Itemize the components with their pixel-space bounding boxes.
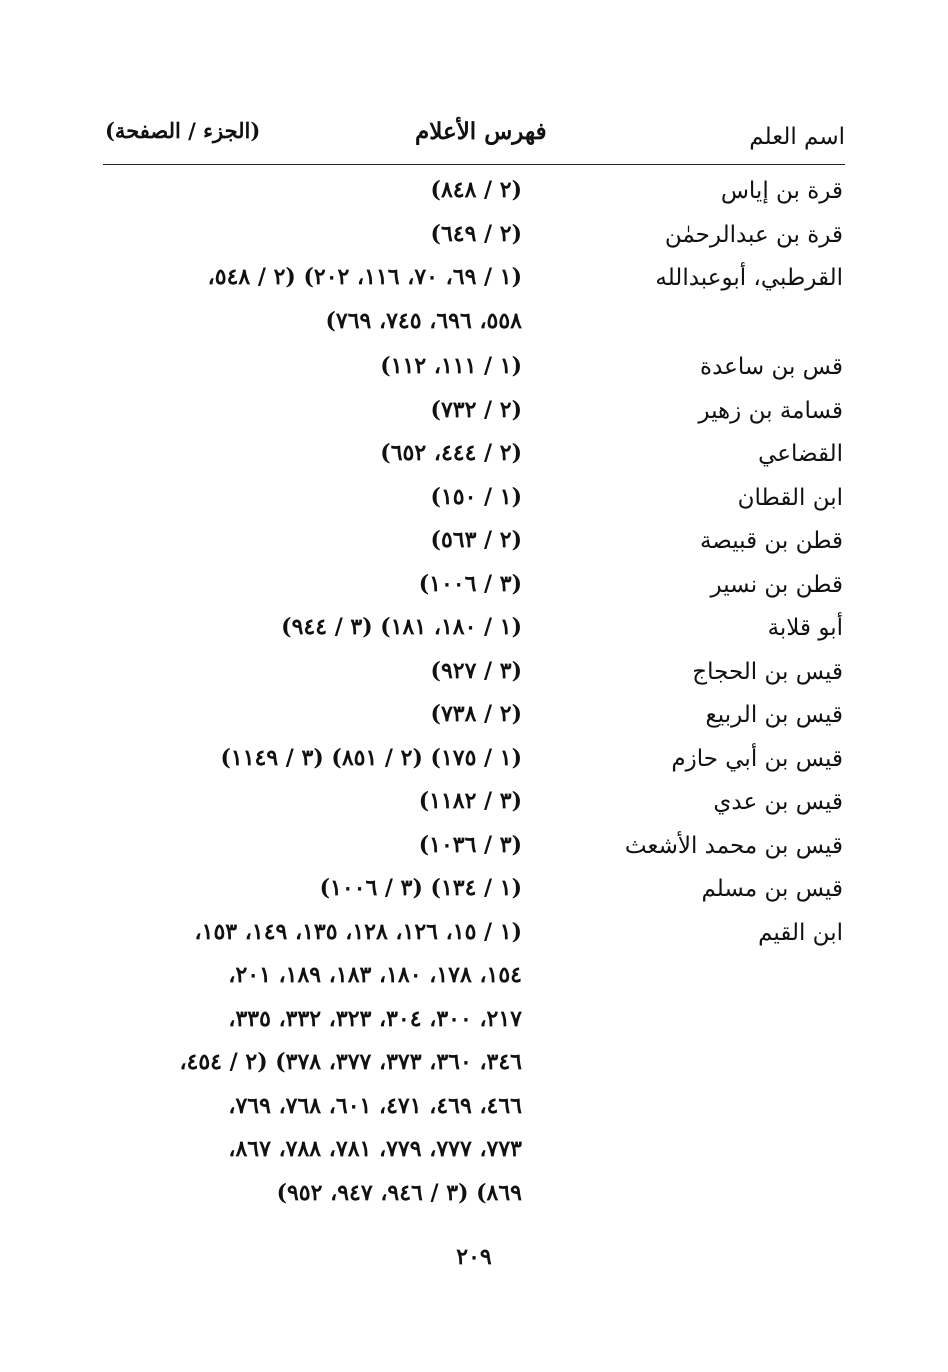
- index-entry: [0, 566, 948, 610]
- index-entry: [0, 259, 948, 303]
- entry-references: (٢ / ٥٦٣): [430, 527, 522, 554]
- entry-name: أبو قلابة: [767, 615, 843, 642]
- index-entry-continuation: [0, 957, 948, 1001]
- entry-name: قيس بن الحجاج: [692, 658, 843, 685]
- entry-references: (٢ / ٧٣٨): [430, 701, 522, 728]
- entry-name: قيس بن أبي حازم: [671, 745, 843, 772]
- entry-name: القضاعي: [758, 441, 843, 468]
- entry-name: قيس بن مسلم: [701, 876, 843, 903]
- entry-references: (١ / ١٣٤) (٣ / ١٠٠٦): [319, 875, 522, 902]
- entry-name: قيس بن الربيع: [705, 702, 843, 729]
- entry-name: قرة بن إياس: [720, 178, 843, 204]
- entry-references: (٢ / ٦٤٩): [430, 220, 522, 247]
- entry-references: (٣ / ١٠٣٦): [418, 831, 522, 858]
- entry-references: (١ / ١٥، ١٢٦، ١٢٨، ١٣٥، ١٤٩، ١٥٣،: [194, 918, 522, 945]
- index-entry-continuation: [0, 1044, 948, 1088]
- entry-name: قس بن ساعدة: [700, 354, 843, 381]
- entry-references: ٥٥٨، ٦٩٦، ٧٤٥، ٧٦٩): [325, 307, 522, 334]
- index-entry: [0, 827, 948, 871]
- index-entry: [0, 740, 948, 784]
- index-entry: [0, 348, 948, 392]
- index-entry: [0, 609, 948, 653]
- index-entry: [0, 216, 948, 260]
- entry-references: (٣ / ٩٢٧): [430, 657, 522, 684]
- index-entry: [0, 172, 948, 216]
- entry-references: ٤٦٦، ٤٦٩، ٤٧١، ٦٠١، ٧٦٨، ٧٦٩،: [228, 1092, 522, 1119]
- entry-references: ٣٤٦، ٣٦٠، ٣٧٣، ٣٧٧، ٣٧٨) (٢ / ٤٥٤،: [179, 1049, 522, 1076]
- index-entry-continuation: [0, 1131, 948, 1175]
- name-column-header: اسم العلم: [749, 124, 845, 150]
- page-number: ٢٠٩: [456, 1244, 492, 1270]
- entry-references: ١٥٤، ١٧٨، ١٨٠، ١٨٣، ١٨٩، ٢٠١،: [228, 962, 522, 989]
- entry-references: (٣ / ١٠٠٦): [418, 570, 522, 597]
- entry-references: ٨٦٩) (٣ / ٩٤٦، ٩٤٧، ٩٥٢): [276, 1179, 522, 1206]
- entry-name: قيس بن محمد الأشعث: [624, 832, 843, 859]
- entry-name: قرة بن عبدالرحمٰن: [664, 221, 843, 248]
- entry-name: قطن بن قبيصة: [699, 528, 843, 555]
- entry-name: قسامة بن زهير: [698, 397, 843, 424]
- index-entry: [0, 392, 948, 436]
- entry-name: قيس بن عدي: [713, 789, 843, 816]
- entry-references: (١ / ١١١، ١١٢): [380, 353, 522, 380]
- entry-name: قطن بن نسير: [710, 571, 843, 598]
- index-entry: [0, 696, 948, 740]
- entry-name: ابن القيم: [758, 919, 843, 946]
- entry-references: (٢ / ٧٣٢): [430, 396, 522, 423]
- pages-column-header: (الجزء / الصفحة): [105, 118, 261, 143]
- index-entry: [0, 479, 948, 523]
- header-rule: [103, 164, 845, 165]
- index-entry-continuation: [0, 1088, 948, 1132]
- entry-references: (١ / ٦٩، ٧٠، ١١٦، ٢٠٢) (٢ / ٥٤٨،: [207, 264, 522, 290]
- index-entry: [0, 435, 948, 479]
- index-entry-continuation: [0, 1175, 948, 1219]
- entry-references: (١ / ١٨٠، ١٨١) (٣ / ٩٤٤): [281, 614, 522, 641]
- index-entry-continuation: [0, 1001, 948, 1045]
- entry-references: ٧٧٣، ٧٧٧، ٧٧٩، ٧٨١، ٧٨٨، ٨٦٧،: [228, 1136, 522, 1163]
- index-entry: [0, 653, 948, 697]
- index-entry: [0, 914, 948, 958]
- page-title: فهرس الأعلام: [415, 118, 547, 145]
- entry-references: (٣ / ١١٨٢): [418, 788, 522, 815]
- index-entry: [0, 783, 948, 827]
- entry-references: (٢ / ٤٤٤، ٦٥٢): [380, 440, 522, 467]
- entry-references: (١ / ١٥٠): [430, 483, 522, 510]
- entry-references: (١ / ١٧٥) (٢ / ٨٥١) (٣ / ١١٤٩): [220, 744, 522, 771]
- entry-name: القرطبي، أبوعبدالله: [655, 265, 843, 291]
- index-entry: [0, 522, 948, 566]
- entry-references: ٢١٧، ٣٠٠، ٣٠٤، ٣٢٣، ٣٣٢، ٣٣٥،: [228, 1005, 522, 1032]
- entry-name: ابن القطان: [737, 484, 843, 511]
- index-entries: [0, 172, 948, 1218]
- index-entry-continuation: [0, 303, 948, 347]
- index-entry: [0, 870, 948, 914]
- page-header: [100, 118, 845, 158]
- entry-references: (٢ / ٨٤٨): [430, 177, 522, 203]
